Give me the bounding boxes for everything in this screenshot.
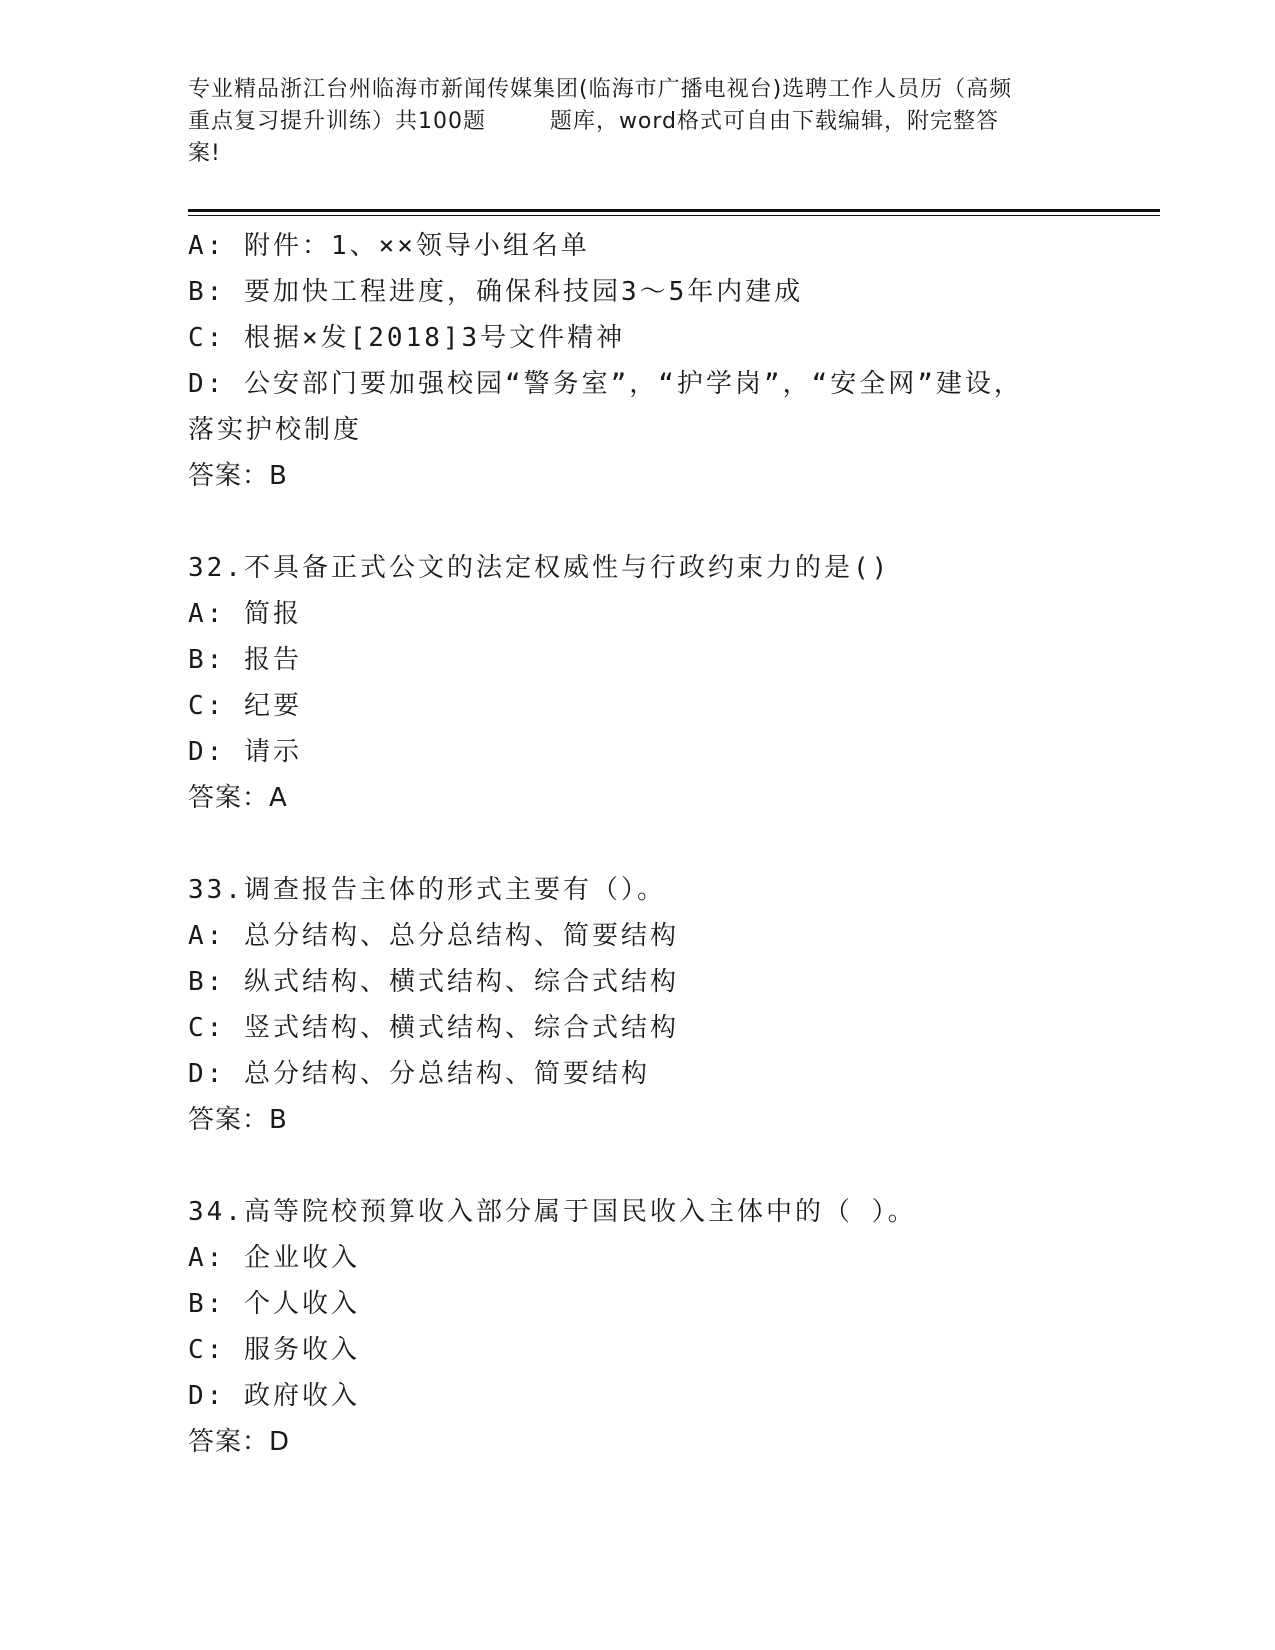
option-a: A: 企业收入 xyxy=(188,1243,360,1273)
header-divider-thick xyxy=(188,209,1160,212)
answer: 答案：B xyxy=(188,1105,288,1135)
question-text: 34.高等院校预算收入部分属于国民收入主体中的（ ）。 xyxy=(188,1197,917,1227)
option-a: A: 总分结构、总分总结构、简要结构 xyxy=(188,921,679,951)
option-b: B: 个人收入 xyxy=(188,1289,360,1319)
question-text: 33.调查报告主体的形式主要有（）。 xyxy=(188,875,666,905)
question-list xyxy=(188,223,1160,1465)
answer: 答案：A xyxy=(188,783,288,813)
option-b: B: 纵式结构、横式结构、综合式结构 xyxy=(188,967,679,997)
question-34 xyxy=(188,1189,1160,1465)
answer: 答案：B xyxy=(188,461,288,491)
option-d: D: 请示 xyxy=(188,737,302,767)
header-line-1: 专业精品浙江台州临海市新闻传媒集团(临海市广播电视台)选聘工作人员历（高频 xyxy=(188,77,1013,102)
option-d-continued: 落实护校制度 xyxy=(188,415,363,445)
option-d: D: 公安部门要加强校园“警务室”，“护学岗”，“安全网”建设， xyxy=(188,369,1023,399)
header-line-2: 重点复习提升训练）共100题 题库，word格式可自由下载编辑，附完整答 xyxy=(188,109,1000,134)
header-line-3: 案! xyxy=(188,141,221,166)
question-33 xyxy=(188,867,1160,1143)
option-c: C: 纪要 xyxy=(188,691,302,721)
header-divider-thin xyxy=(188,215,1160,216)
question-31 xyxy=(188,223,1160,499)
document-header xyxy=(188,74,1088,170)
option-c: C: 根据×发[2018]3号文件精神 xyxy=(188,323,626,353)
question-text: 32.不具备正式公文的法定权威性与行政约束力的是() xyxy=(188,553,891,583)
option-d: D: 总分结构、分总结构、简要结构 xyxy=(188,1059,650,1089)
option-a: A: 附件：1、××领导小组名单 xyxy=(188,231,590,261)
question-32 xyxy=(188,545,1160,821)
option-c: C: 服务收入 xyxy=(188,1335,360,1365)
answer: 答案：D xyxy=(188,1427,291,1457)
option-d: D: 政府收入 xyxy=(188,1381,360,1411)
option-b: B: 报告 xyxy=(188,645,302,675)
option-a: A: 简报 xyxy=(188,599,302,629)
option-c: C: 竖式结构、横式结构、综合式结构 xyxy=(188,1013,679,1043)
option-b: B: 要加快工程进度，确保科技园3～5年内建成 xyxy=(188,277,804,307)
